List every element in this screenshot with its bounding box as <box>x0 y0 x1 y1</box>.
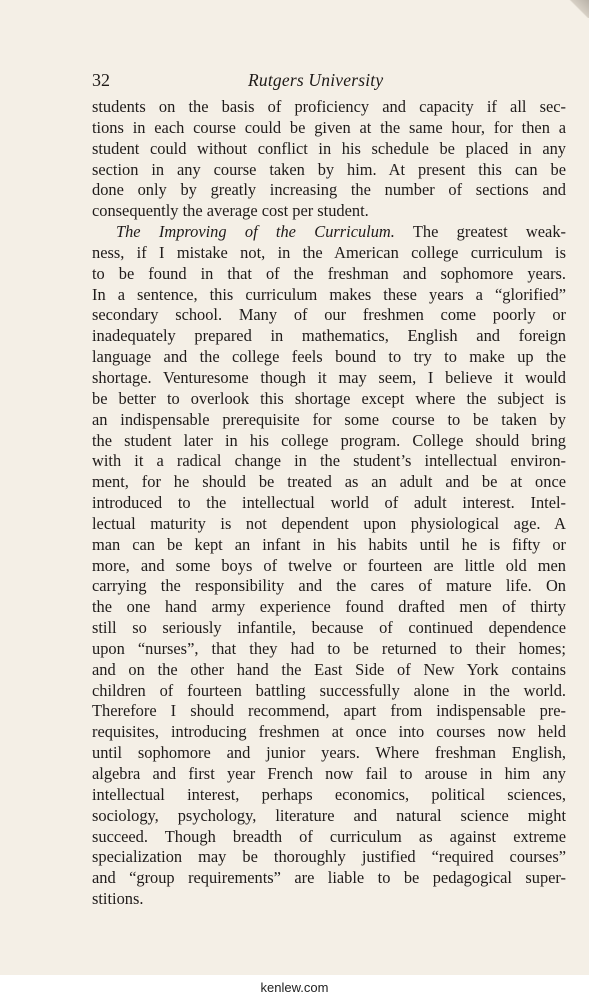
text-line: and on the other hand the East Side of New York contains <box>92 659 566 679</box>
text-line: students on the basis of proficiency and capacity if all sec- <box>92 97 566 116</box>
text-line: an indispensable prerequisite for some course to be taken by <box>92 409 566 429</box>
text-line: the one hand army experience found drafted men of thirty <box>92 597 566 617</box>
text-line: ness, if I mistake not, in the American college curriculum is <box>92 242 566 262</box>
text-line: sociology, psychology, literature and natural science might <box>92 805 566 825</box>
section-heading: The Improving of the Curriculum. <box>116 222 395 242</box>
text-line-fragment: The greatest weak- <box>412 222 566 242</box>
text-line: still so seriously infantile, because of continued dependence <box>92 618 566 638</box>
text-line: with it a radical change in the student’s intellectual environ- <box>92 451 566 471</box>
text-line: specialization may be thoroughly justified “required courses” <box>92 847 566 867</box>
text-line: and “group requirements” are liable to be pedagogical super- <box>92 868 566 888</box>
text-line: ment, for he should be treated as an adult and be at once <box>92 472 566 492</box>
text-line: algebra and first year French now fail to arouse in him any <box>92 764 566 783</box>
text-line: carrying the responsibility and the cares of mature life. On <box>92 576 566 596</box>
text-line: In a sentence, this curriculum makes these years a “glorified” <box>92 284 566 304</box>
body-text <box>92 97 566 910</box>
text-line: introduced to the intellectual world of adult interest. Intel- <box>92 493 566 513</box>
text-line: language and the college feels bound to try to make up the <box>92 347 566 367</box>
text-line: children of fourteen battling successfully alone in the world. <box>92 680 566 700</box>
text-line: requisites, introducing freshmen at once into courses now held <box>92 722 566 742</box>
text-line: student could without conflict in his schedule be placed in any <box>92 138 566 158</box>
text-line: section in any course taken by him. At present this can be <box>92 159 566 179</box>
text-line: succeed. Though breadth of curriculum as against extreme <box>92 826 566 846</box>
text-line: done only by greatly increasing the number of sections and <box>92 180 566 200</box>
text-line: man can be kept an infant in his habits until he is fifty or <box>92 534 566 554</box>
text-line: intellectual interest, perhaps economics, political sciences, <box>92 784 566 804</box>
text-line: shortage. Venturesome though it may seem, I believe it would <box>92 367 566 387</box>
text-line: Therefore I should recommend, apart from indispensable pre- <box>92 701 566 721</box>
text-line: inadequately prepared in mathematics, English and foreign <box>92 326 566 346</box>
text-line: consequently the average cost per student. <box>92 201 369 221</box>
running-head-title: Rutgers University <box>248 70 384 90</box>
text-line: the student later in his college program. College should bring <box>92 430 566 450</box>
text-line: lectual maturity is not dependent upon physiological age. A <box>92 513 566 533</box>
text-line: stitions. <box>92 889 144 909</box>
page-number: 32 <box>92 70 110 90</box>
text-line: tions in each course could be given at the same hour, for then a <box>92 117 566 137</box>
section-heading-line <box>92 222 566 243</box>
text-line: more, and some boys of twelve or fourteen are little old men <box>92 555 566 575</box>
text-line: until sophomore and junior years. Where freshman English, <box>92 743 566 763</box>
text-line: secondary school. Many of our freshmen come poorly or <box>92 305 566 325</box>
watermark-footer: kenlew.com <box>0 975 589 1000</box>
page-corner-shadow <box>567 0 589 18</box>
text-line: to be found in that of the freshman and sophomore years. <box>92 263 566 283</box>
text-line: be better to overlook this shortage except where the subject is <box>92 388 566 408</box>
text-line: upon “nurses”, that they had to be returned to their homes; <box>92 638 566 658</box>
